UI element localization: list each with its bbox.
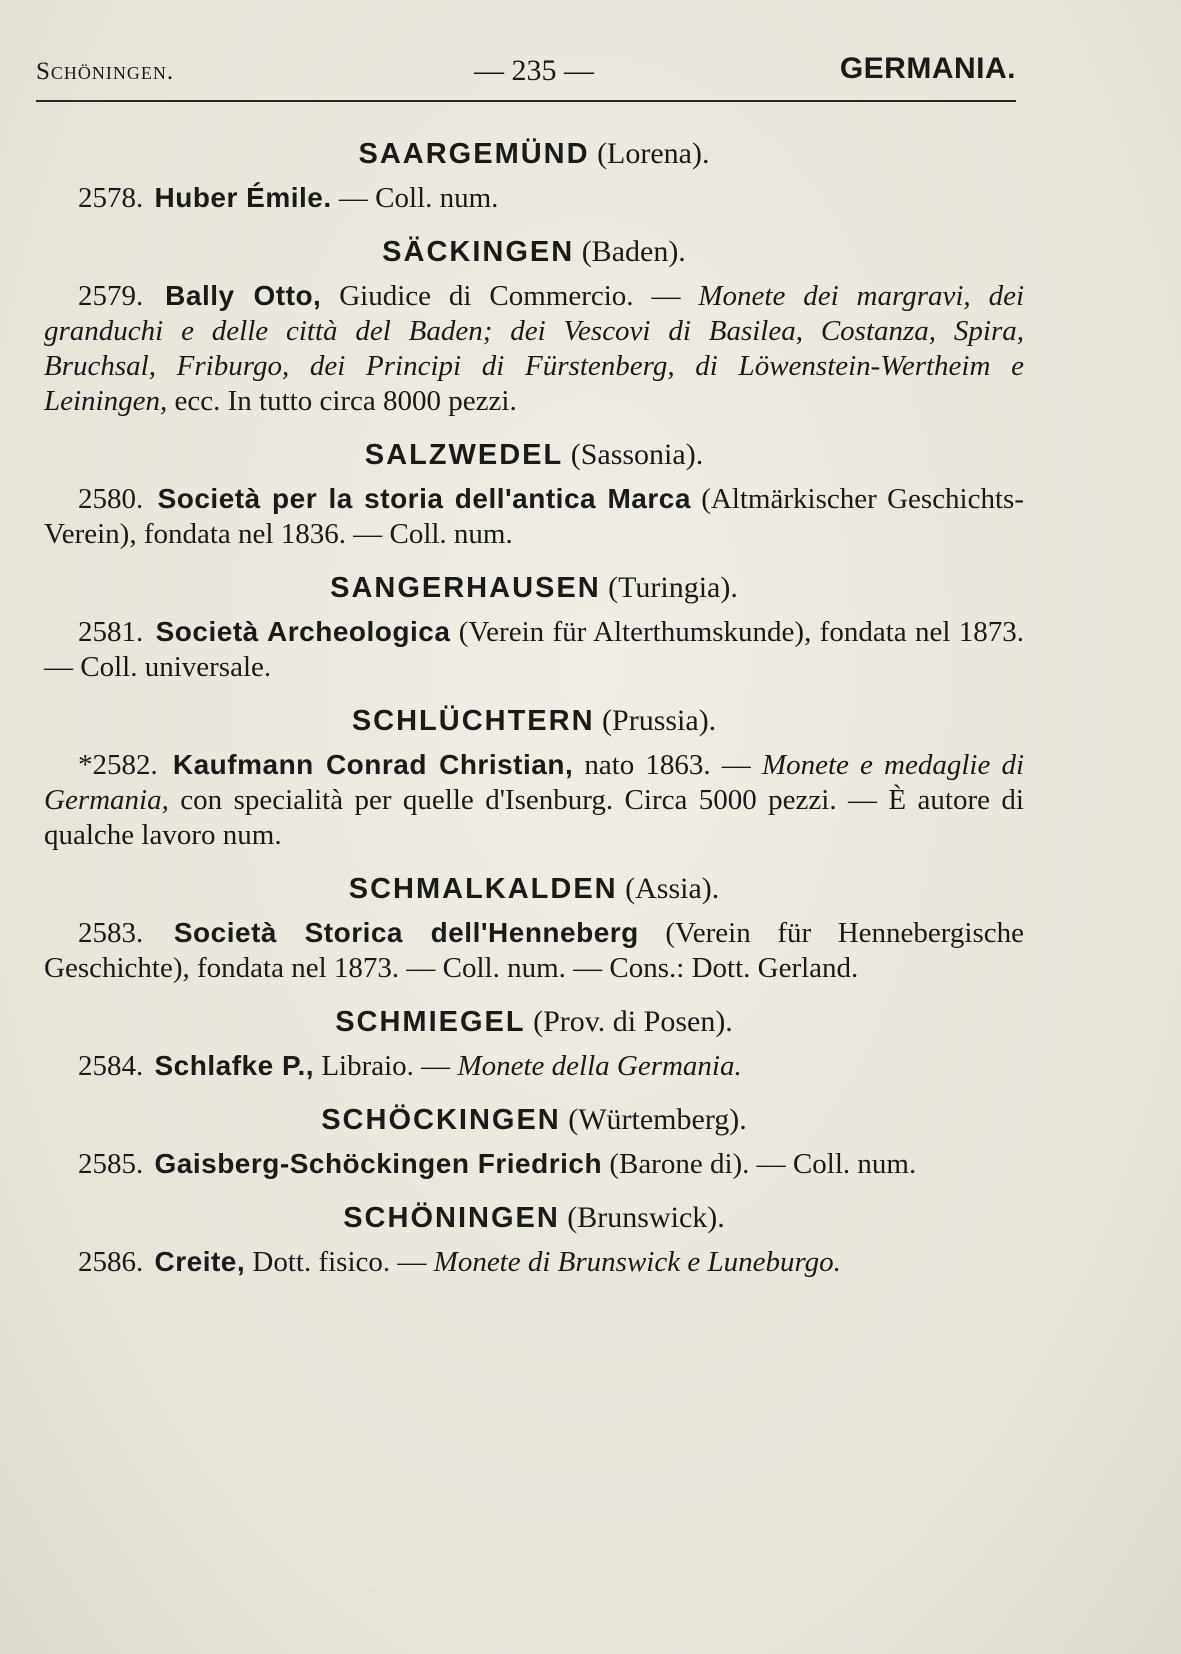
directory-entry: [44, 1146, 1024, 1182]
entry-number: 2581.: [78, 616, 144, 648]
section-heading: [44, 134, 1024, 174]
entry-text: Giudice di Commercio. —: [321, 280, 699, 312]
entry-text: Dott. fisico. —: [245, 1246, 434, 1278]
entry-name: Schlafke P.,: [154, 1050, 315, 1081]
entry-text: (Verein für Alterthumskunde), fondata nel 1873. — Coll. universale.: [44, 616, 1025, 683]
entry-number: 2586.: [78, 1246, 144, 1278]
entry-name: Società per la storia dell'antica Marca: [157, 483, 691, 514]
entry-number: 2584.: [78, 1050, 144, 1082]
place-name: SAARGEMÜND: [358, 138, 590, 170]
directory-entry: [44, 747, 1024, 853]
entry-number: 2578.: [78, 182, 144, 214]
header-rule: [36, 100, 1016, 102]
running-head-right: GERMANIA.: [839, 52, 1016, 85]
place-name: SCHÖCKINGEN: [321, 1104, 561, 1136]
entry-name: Società Storica dell'Henneberg: [173, 917, 639, 948]
directory-entry: [44, 180, 1024, 216]
entry-number: 2580.: [78, 483, 144, 515]
entry-name: Creite,: [154, 1246, 246, 1277]
region-name: (Lorena).: [597, 137, 710, 170]
section-heading: [44, 568, 1024, 608]
entry-italic: Monete di Brunswick e Luneburgo.: [433, 1246, 841, 1278]
entry-tail: con specialità per quelle d'Isenburg. Circa 5000 pezzi. — È autore di qualche lavoro num.: [44, 784, 1024, 851]
place-name: SALZWEDEL: [364, 439, 564, 471]
section-heading: [44, 869, 1024, 909]
section-heading: [44, 435, 1024, 475]
place-name: SCHMIEGEL: [335, 1006, 526, 1038]
entry-name: Kaufmann Conrad Christian,: [172, 749, 574, 780]
place-name: SÄCKINGEN: [382, 236, 575, 268]
region-name: (Sassonia).: [570, 438, 704, 471]
section-heading: [44, 701, 1024, 741]
region-name: (Assia).: [625, 872, 720, 905]
entry-text: (Altmärkischer Geschichts-Verein), fondata nel 1836. — Coll. num.: [44, 483, 1024, 550]
entry-text: nato 1863. —: [573, 749, 762, 781]
entry-number: 2579.: [78, 280, 144, 312]
entry-text: Libraio. —: [314, 1050, 458, 1082]
entry-text: — Coll. num.: [331, 182, 499, 214]
directory-entry: [44, 614, 1024, 685]
directory-entry: [44, 481, 1024, 552]
place-name: SCHÖNINGEN: [343, 1202, 560, 1234]
entry-italic: Monete e medaglie di Germania,: [44, 749, 1025, 816]
entry-name: Bally Otto,: [165, 280, 322, 311]
place-name: SCHMALKALDEN: [348, 873, 618, 905]
section-heading: [44, 1002, 1024, 1042]
entry-italic: Monete della Germania.: [457, 1050, 742, 1082]
section-heading: [44, 1100, 1024, 1140]
section-heading: [44, 232, 1024, 272]
directory-entry: [44, 1048, 1024, 1084]
region-name: (Turingia).: [608, 571, 738, 604]
page-number: — 235 —: [474, 54, 594, 87]
directory-entry: [44, 915, 1024, 986]
entry-name: Società Archeologica: [155, 616, 451, 647]
region-name: (Brunswick).: [567, 1201, 725, 1234]
place-name: SANGERHAUSEN: [330, 572, 601, 604]
entry-text: (Barone di). — Coll. num.: [602, 1148, 917, 1180]
place-name: SCHLÜCHTERN: [351, 705, 595, 737]
section-heading: [44, 1198, 1024, 1238]
region-name: (Prov. di Posen).: [533, 1005, 733, 1038]
running-head: [36, 52, 1016, 98]
directory-entries: [44, 134, 1024, 1296]
directory-entry: [44, 1244, 1024, 1280]
region-name: (Baden).: [581, 235, 686, 268]
region-name: (Würtemberg).: [568, 1103, 747, 1136]
entry-text: (Verein für Hennebergische Geschichte), fondata nel 1873. — Coll. num. — Cons.: Dott. Gerland.: [44, 917, 1025, 984]
entry-italic: Monete dei margravi, dei granduchi e delle città del Baden; dei Vescovi di Basilea, Costanza, Spira, Bruchsal, Friburgo, dei Principi di Fürstenberg, di Löwenstein-Wertheim e Leiningen,: [44, 280, 1024, 417]
entry-number: 2585.: [78, 1148, 144, 1180]
entry-number: 2583.: [78, 917, 144, 949]
entry-name: Gaisberg-Schöckingen Friedrich: [154, 1148, 603, 1179]
directory-entry: [44, 278, 1024, 419]
entry-name: Huber Émile.: [154, 182, 332, 213]
entry-number: *2582.: [78, 749, 158, 781]
entry-tail: ecc. In tutto circa 8000 pezzi.: [167, 385, 517, 417]
running-head-left: Schöningen.: [36, 58, 175, 85]
region-name: (Prussia).: [602, 704, 717, 737]
